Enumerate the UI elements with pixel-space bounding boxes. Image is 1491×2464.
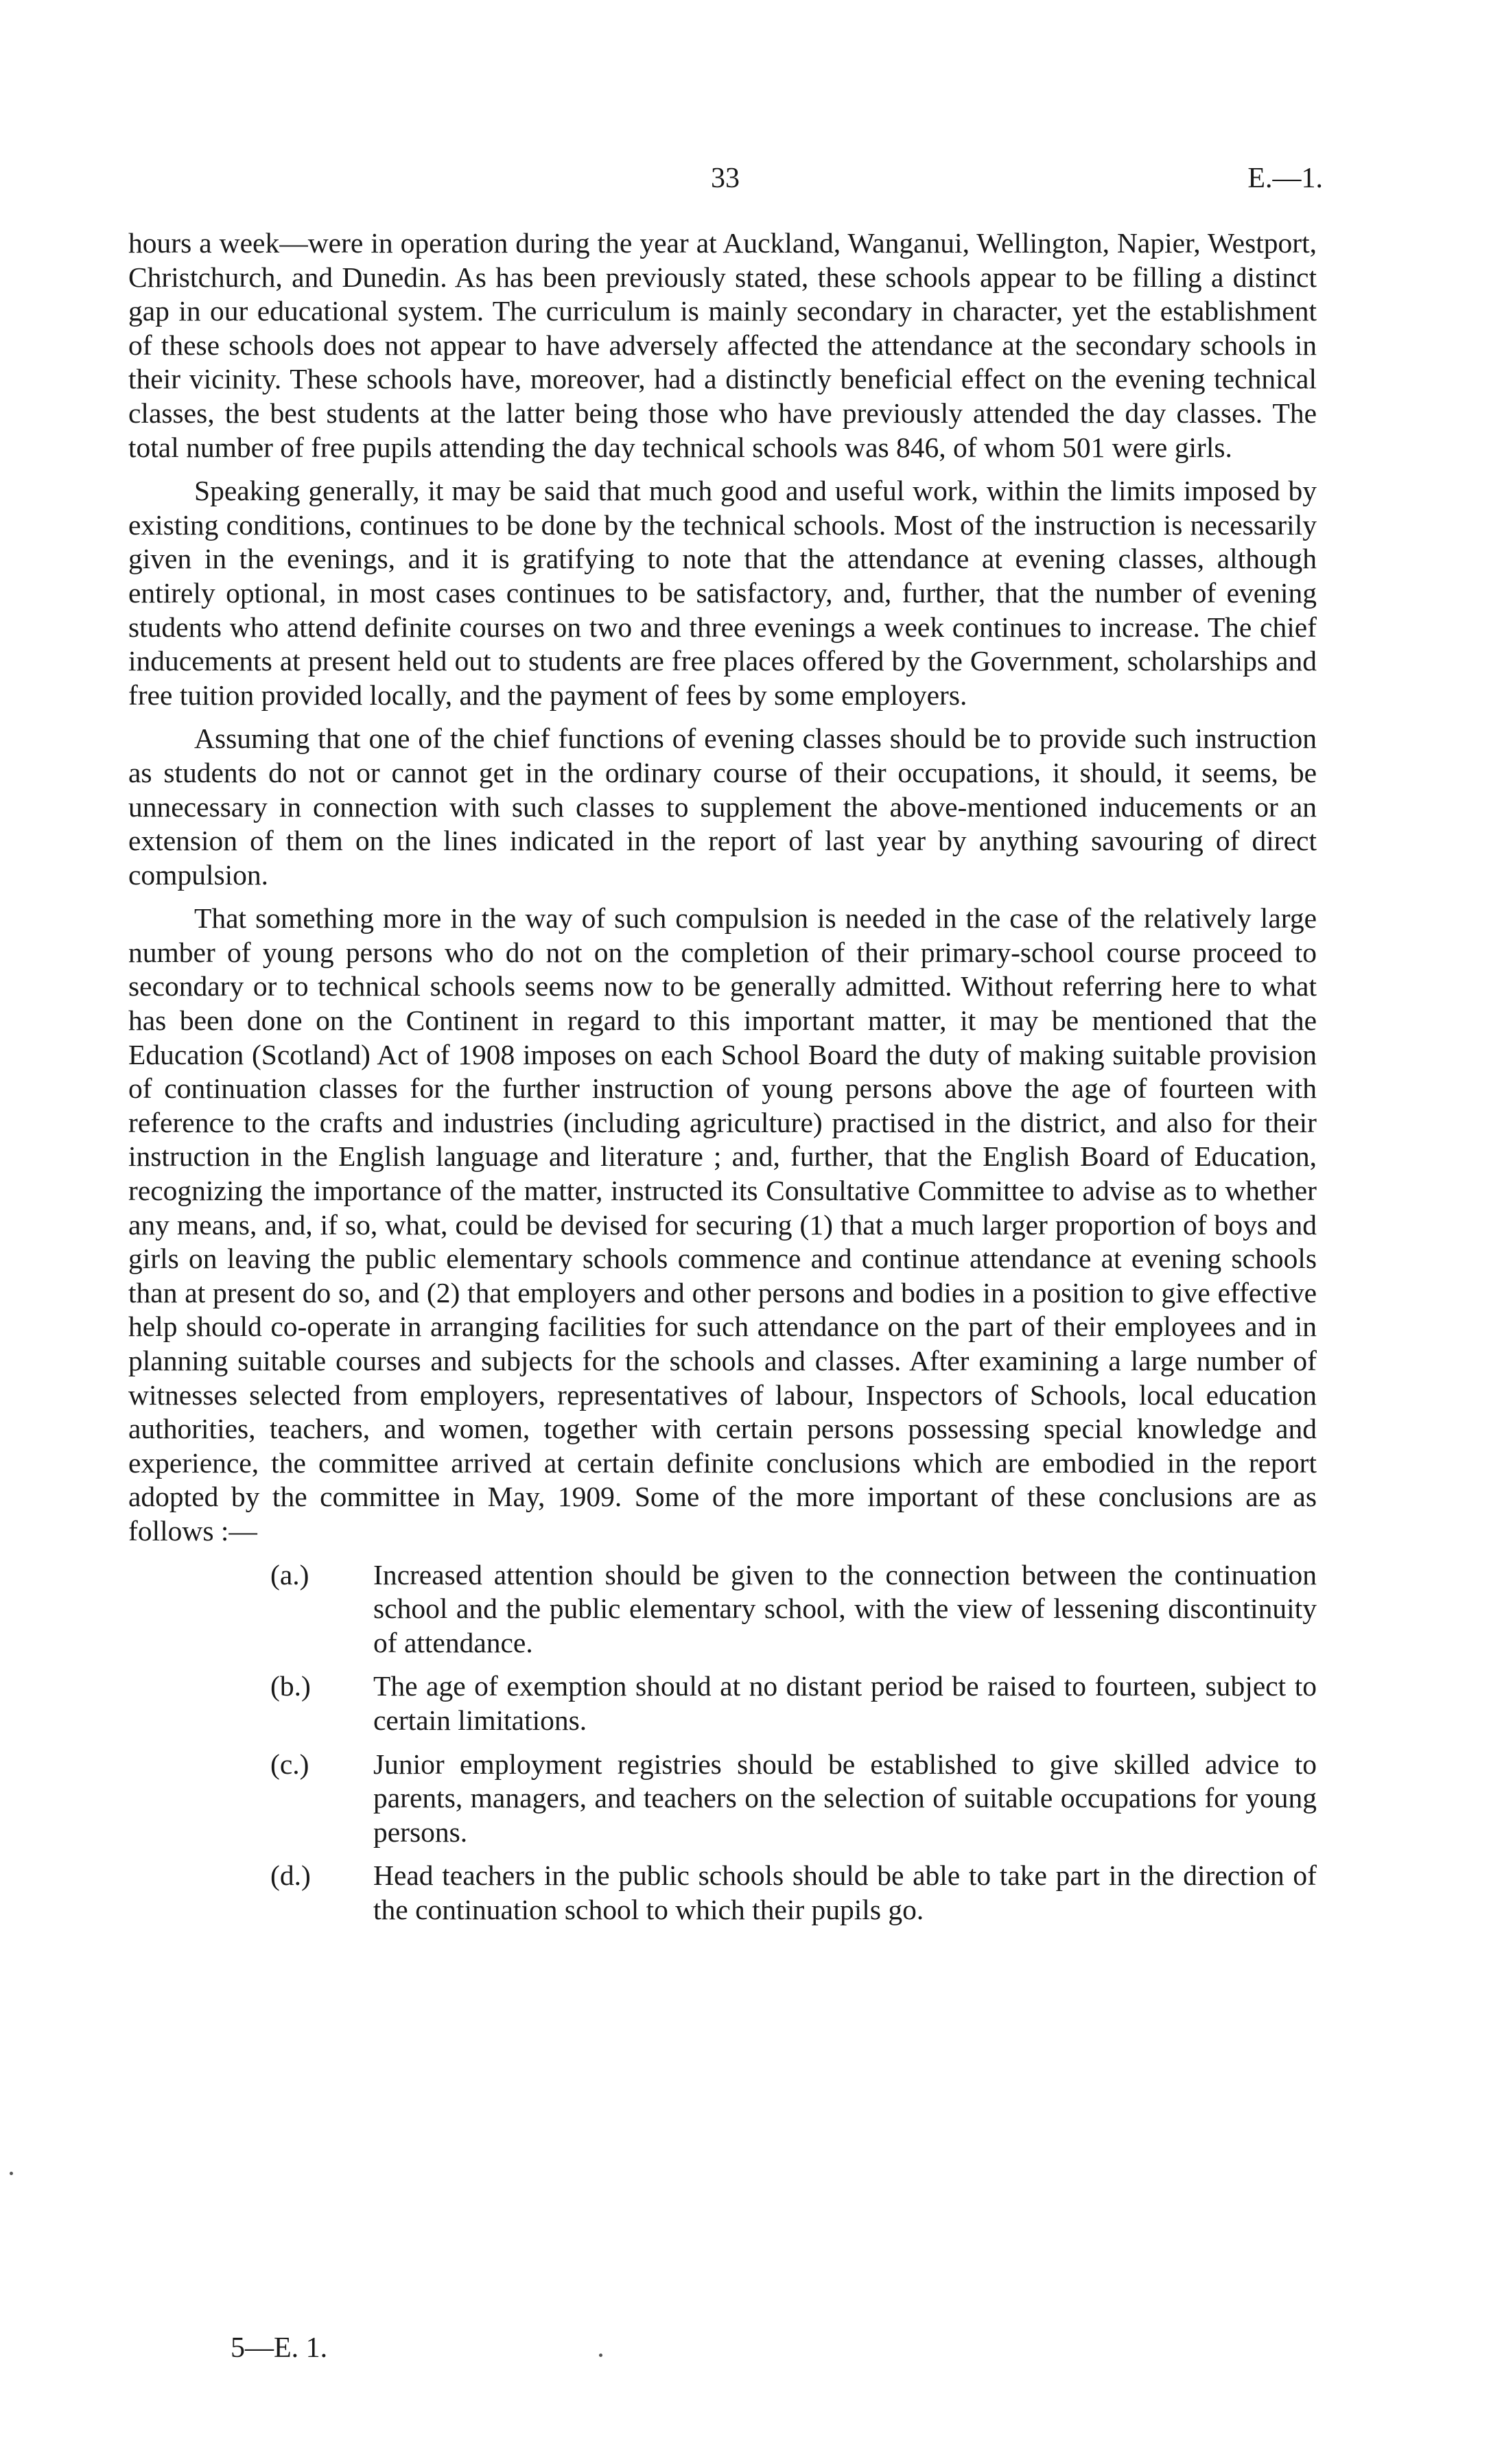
- paragraph: That something more in the way of such compulsion is needed in the case of the relatively large number of young persons who do not on the completion of their primary-school course proceed to secondary or to technical schools seems now to be generally admitted. Without referring here to what has been done on the Continent in regard to this important matter, it may be mentioned that the Education (Scotland) Act of 1908 imposes on each School Board the duty of making suitable provision of continuation classes for the further instruction of young persons above the age of fourteen with reference to the crafts and industries (including agriculture) practised in the district, and also for their instruction in the English language and literature ; and, further, that the English Board of Education, recognizing the importance of the matter, instructed its Consultative Committee to advise as to whether any means, and, if so, what, could be devised for securing (1) that a much larger proportion of boys and girls on leaving the public elementary schools commence and continue attendance at evening schools than at present do so, and (2) that employers and other persons and bodies in a position to give effective help should co-operate in arranging facilities for such attendance on the part of their employees and in planning suitable courses and subjects for the schools and classes. After examining a large number of witnesses selected from employers, representatives of labour, Inspectors of Schools, local education authorities, teachers, and women, together with certain persons possessing special knowledge and experience, the committee arrived at certain definite conclusions which are embodied in the report adopted by the committee in May, 1909. Some of the more important of these conclusions are as follows :—: [128, 902, 1317, 1547]
- list-item-text: The age of exemption should at no distant period be raised to fourteen, subject to certain limitations.: [373, 1670, 1317, 1736]
- list-item: [128, 1558, 1317, 1661]
- signature-mark: 5—E. 1.: [231, 2332, 328, 2364]
- conclusions-list: [128, 1558, 1317, 1927]
- list-item: [128, 1859, 1317, 1927]
- page-header: [0, 162, 1491, 203]
- list-item-label: (a.): [270, 1558, 309, 1591]
- list-item-text: Head teachers in the public schools should be able to take part in the direction of the continuation school to which their pupils go.: [373, 1859, 1317, 1925]
- body-text: [128, 226, 1317, 1937]
- list-item-text: Increased attention should be given to the connection between the continuation school and the public elementary school, with the view of lessening discontinuity of attendance.: [373, 1558, 1317, 1658]
- list-item-label: (c.): [270, 1748, 309, 1780]
- paragraph: Assuming that one of the chief functions of evening classes should be to provide such instruction as students do not or cannot get in the ordinary course of their occupations, it should, it seems, be unnecessary in connection with such classes to supplement the above-mentioned inducements or an extension of them on the lines indicated in the report of last year by anything savouring of direct compulsion.: [128, 723, 1317, 891]
- list-item: [128, 1748, 1317, 1850]
- document-reference: E.—1.: [1247, 163, 1323, 194]
- paragraph-continued: hours a week—were in operation during the year at Auckland, Wanganui, Wellington, Napier, Westport, Christchurch, and Dunedin. As has been previously stated, these schools appear to be filling a distinct gap in our educational system. The curriculum is mainly secondary in character, yet the establishment of these schools does not appear to have adversely affected the attendance at the secondary schools in their vicinity. These schools have, moreover, had a distinctly beneficial effect on the evening technical classes, the best students at the latter being those who have previously attended the day classes. The total number of free pupils attending the day technical schools was 846, of whom 501 were girls.: [128, 227, 1317, 463]
- list-item-text: Junior employment registries should be established to give skilled advice to parents, managers, and teachers on the selection of suitable occupations for young persons.: [373, 1748, 1317, 1848]
- scan-speck: [599, 2354, 602, 2357]
- list-item-label: (d.): [270, 1859, 311, 1892]
- scan-speck: [10, 2172, 13, 2175]
- paragraph: Speaking generally, it may be said that much good and useful work, within the limits imposed by existing conditions, continues to be done by the technical schools. Most of the instruction is necessarily given in the evenings, and it is gratifying to note that the attendance at evening classes, although entirely optional, in most cases continues to be satisfactory, and, further, that the number of evening students who attend definite courses on two and three evenings a week continues to increase. The chief inducements at present held out to students are free places offered by the Government, scholarships and free tuition provided locally, and the payment of fees by some employers.: [128, 475, 1317, 711]
- list-item: [128, 1669, 1317, 1737]
- page-number: 33: [711, 163, 740, 194]
- list-item-label: (b.): [270, 1670, 311, 1702]
